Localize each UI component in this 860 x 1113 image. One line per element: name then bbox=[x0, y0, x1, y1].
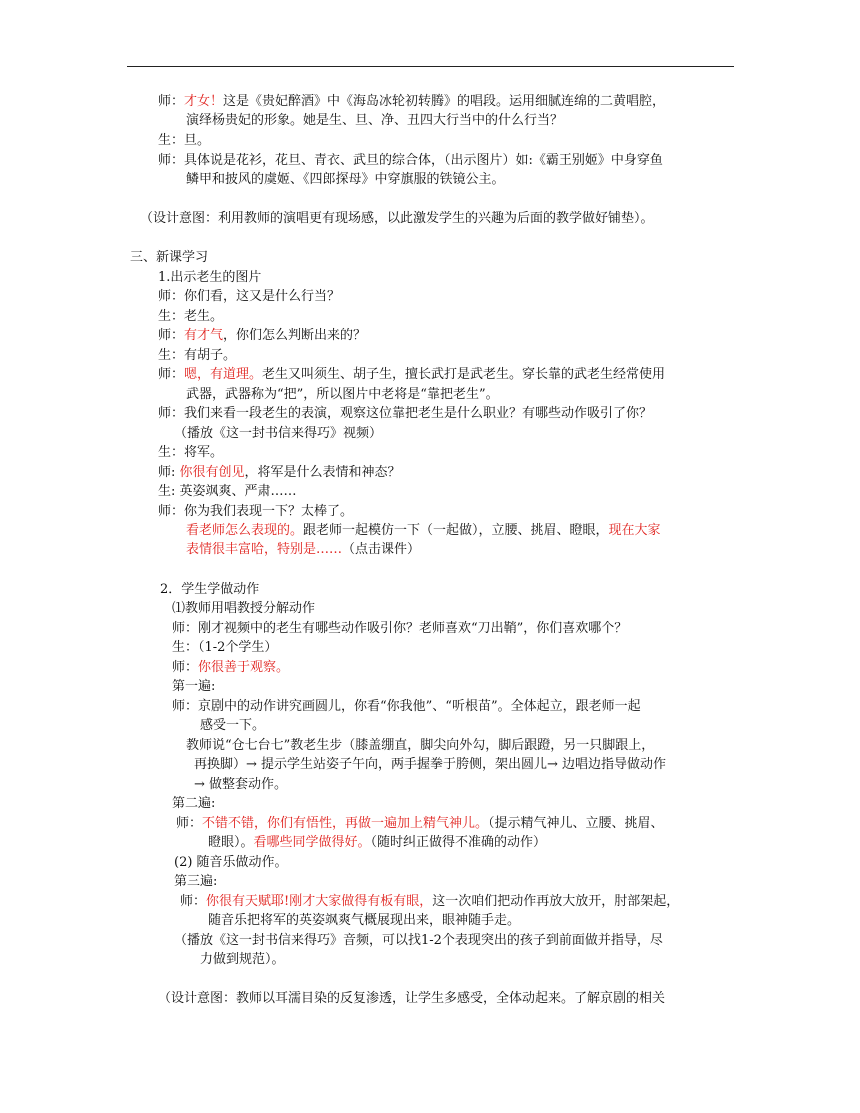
text-line bbox=[158, 482, 297, 501]
text-segment: 第二遍: bbox=[172, 796, 216, 811]
text-line bbox=[186, 736, 654, 755]
text-segment: 师： bbox=[158, 328, 185, 343]
text-segment: 随音乐把将军的英姿飒爽气概展现出来，眼神随手走。 bbox=[208, 913, 521, 928]
text-segment: 这一次咱们把动作再放大放开，肘部架起， bbox=[432, 894, 680, 909]
text-segment: 生：将军。 bbox=[158, 445, 224, 460]
text-segment: 师： bbox=[172, 660, 199, 675]
text-segment: 师：刚才视频中的老生有哪些动作吸引你？老师喜欢“刀出鞘”，你们喜欢哪个？ bbox=[172, 621, 628, 636]
text-line bbox=[172, 599, 315, 618]
text-line bbox=[172, 677, 215, 696]
text-line bbox=[158, 443, 223, 462]
text-segment: 师: bbox=[158, 465, 180, 480]
text-segment: 生：（1-2个学生） bbox=[172, 640, 278, 655]
text-segment: （设计意图：教师以耳濡目染的反复渗透，让学生多感受，全体动起来。了解京剧的相关 bbox=[158, 991, 666, 1006]
text-line bbox=[186, 540, 420, 559]
text-segment: 师：你为我们表现一下？太棒了。 bbox=[158, 504, 354, 519]
text-line bbox=[180, 892, 679, 911]
highlighted-text: 不错不错，你们有悟性，再做一遍加上精气神儿。 bbox=[202, 816, 489, 831]
highlighted-text: 看老师怎么表现的。 bbox=[186, 523, 304, 538]
text-line bbox=[158, 287, 340, 306]
highlighted-text: 你很有创见 bbox=[179, 465, 245, 480]
text-line bbox=[176, 814, 664, 833]
text-line bbox=[158, 365, 665, 384]
text-line bbox=[158, 151, 663, 170]
text-line bbox=[186, 170, 505, 189]
text-segment: 这是《贵妃醉酒》中《海岛冰轮初转腾》的唱段。运用细腻连绵的二黄唱腔， bbox=[223, 94, 666, 109]
text-line bbox=[158, 268, 261, 287]
text-line bbox=[140, 209, 654, 228]
text-segment: 演绎杨贵妃的形象。她是生、旦、净、丑四大行当中的什么行当？ bbox=[186, 113, 564, 128]
text-segment: 第一遍: bbox=[172, 679, 216, 694]
text-segment: （播放《这一封书信来得巧》视频） bbox=[174, 426, 383, 441]
header-rule bbox=[127, 66, 734, 67]
text-segment: （播放《这一封书信来得巧》音频，可以找1-2个表现突出的孩子到前面做并指导，尽 bbox=[174, 933, 663, 948]
highlighted-text: 你很有天赋耶!刚才大家做得有板有眼， bbox=[206, 894, 433, 909]
text-line bbox=[200, 716, 265, 735]
text-line bbox=[200, 950, 285, 969]
text-line bbox=[172, 697, 641, 716]
text-segment: 1.出示老生的图片 bbox=[158, 270, 262, 285]
text-line bbox=[174, 931, 663, 950]
text-line bbox=[172, 638, 277, 657]
text-line bbox=[194, 775, 287, 794]
text-segment: → 做整套动作。 bbox=[194, 777, 288, 792]
highlighted-text: 现在大家 bbox=[608, 523, 661, 538]
text-segment: 师： bbox=[158, 367, 185, 382]
text-line bbox=[158, 502, 353, 521]
text-segment: 师：我们来看一段老生的表演，观察这位靠把老生是什么职业？有哪些动作吸引了你？ bbox=[158, 406, 653, 421]
text-line bbox=[158, 92, 665, 111]
text-segment: 2．学生学做动作 bbox=[160, 582, 260, 597]
text-segment: 师： bbox=[176, 816, 203, 831]
text-segment: 师： bbox=[158, 94, 185, 109]
text-line bbox=[186, 521, 661, 540]
text-segment: （随时纠正做得不准确的动作） bbox=[370, 835, 547, 850]
text-segment: 生：旦。 bbox=[158, 133, 211, 148]
highlighted-text: 才女！ bbox=[184, 94, 224, 109]
text-segment: 鳞甲和披风的虞姬、《四郎探母》中穿旗服的铁镜公主。 bbox=[186, 172, 505, 187]
text-segment: 师：具体说是花衫，花旦、青衣、武旦的综合体，（出示图片）如:《霸王别姬》中身穿鱼 bbox=[158, 153, 663, 168]
highlighted-text: 有才气 bbox=[184, 328, 224, 343]
text-line bbox=[158, 989, 665, 1008]
text-line bbox=[172, 658, 289, 677]
text-segment: 师：京剧中的动作讲究画圆儿，你看“你我他”、“听根苗”。全体起立，跟老师一起 bbox=[172, 699, 641, 714]
text-segment: 师：你们看，这又是什么行当？ bbox=[158, 289, 341, 304]
text-segment: 师： bbox=[180, 894, 207, 909]
text-line bbox=[160, 580, 259, 599]
text-segment: ，你们怎么判断出来的？ bbox=[223, 328, 367, 343]
text-segment: 三、新课学习 bbox=[130, 250, 209, 265]
highlighted-text: 表情很丰富哈，特别是…… bbox=[186, 542, 343, 557]
text-line bbox=[174, 424, 382, 443]
text-segment: ⑴教师用唱教授分解动作 bbox=[172, 601, 316, 616]
text-line bbox=[158, 307, 223, 326]
highlighted-text: 你很善于观察。 bbox=[198, 660, 290, 675]
text-line bbox=[186, 385, 499, 404]
text-segment: 生: 英姿飒爽、严肃…… bbox=[158, 484, 297, 499]
text-segment: 武器，武器称为“把”，所以图片中老将是“靠把老生”。 bbox=[186, 387, 499, 402]
text-line bbox=[172, 619, 627, 638]
text-line bbox=[174, 853, 288, 872]
text-segment: （点击课件） bbox=[342, 542, 421, 557]
text-segment: 第三遍: bbox=[174, 874, 218, 889]
text-line bbox=[158, 346, 236, 365]
text-line bbox=[174, 872, 217, 891]
text-segment: 生：老生。 bbox=[158, 309, 224, 324]
text-segment: 生：有胡子。 bbox=[158, 348, 237, 363]
text-segment: 瞪眼）。 bbox=[208, 835, 254, 850]
text-segment: 教师说“仓七台七”教老生步（膝盖绷直，脚尖向外勾，脚后跟蹬，另一只脚跟上， bbox=[186, 738, 655, 753]
text-segment: （提示精气神儿、立腰、挑眉、 bbox=[488, 816, 664, 831]
text-line bbox=[208, 911, 520, 930]
highlighted-text: 看哪些同学做得好。 bbox=[253, 835, 371, 850]
text-segment: 老生又叫须生、胡子生，擅长武打是武老生。穿长靠的武老生经常使用 bbox=[262, 367, 666, 382]
text-line bbox=[194, 755, 666, 774]
text-line bbox=[158, 131, 210, 150]
text-line bbox=[186, 111, 563, 130]
text-line bbox=[130, 248, 208, 267]
text-line bbox=[158, 326, 366, 345]
text-segment: ，将军是什么表情和神态？ bbox=[244, 465, 401, 480]
text-segment: （设计意图：利用教师的演唱更有现场感，以此激发学生的兴趣为后面的教学做好铺垫）。 bbox=[140, 211, 654, 226]
text-line bbox=[158, 463, 401, 482]
text-segment: (2) 随音乐做动作。 bbox=[174, 855, 288, 870]
text-line bbox=[172, 794, 215, 813]
text-segment: 再换脚）→ 提示学生站姿子午向，两手握拳于胯侧，架出圆儿→ 边唱边指导做动作 bbox=[194, 757, 667, 772]
text-segment: 跟老师一起模仿一下（一起做），立腰、挑眉、瞪眼， bbox=[303, 523, 609, 538]
highlighted-text: 嗯，有道理。 bbox=[184, 367, 263, 382]
text-line bbox=[208, 833, 546, 852]
text-segment: 力做到规范）。 bbox=[200, 952, 285, 967]
text-line bbox=[158, 404, 652, 423]
text-segment: 感受一下。 bbox=[200, 718, 266, 733]
